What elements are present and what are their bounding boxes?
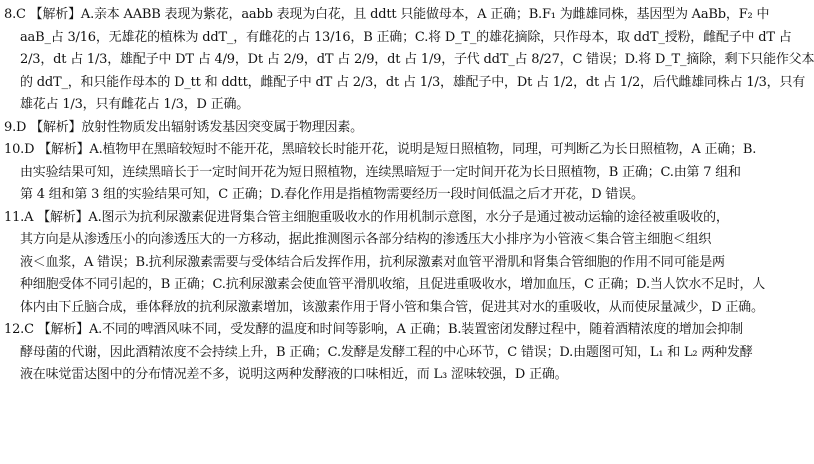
text-line: 雄花占 1/3，只有雌花占 1/3，D 正确。 — [20, 97, 250, 112]
answer-item-12 — [4, 319, 753, 387]
text-line: 的 ddT_，和只能作母本的 D_tt 和 ddtt，雌配子中 dT 占 2/3，dt 占 1/3，雄配子中，Dt 占 1/2，dt 占 1/2，后代雌雄同株占 1/3，只有 — [20, 74, 806, 90]
text-line: 11.A 【解析】A.图示为抗利尿激素促进肾集合管主细胞重吸收水的作用机制示意图，水分子是通过被动运输的途径被重吸收的， — [4, 209, 729, 225]
text-line: 液＜血浆，A 错误；B.抗利尿激素需要与受体结合后发挥作用，抗利尿激素对血管平滑肌和肾集合管细胞的作用不同可能是两 — [20, 254, 725, 270]
text-line: 种细胞受体不同引起的，B 正确；C.抗利尿激素会使血管平滑肌收缩，且促进重吸收水，增加血压，C 正确；D.当人饮水不足时，人 — [20, 277, 766, 292]
text-line: 10.D 【解析】A.植物甲在黑暗较短时不能开花，黑暗较长时能开花，说明是短日照植物，同理，可判断乙为长日照植物，A 正确；B. — [4, 142, 757, 157]
text-line: 第 4 组和第 3 组的实验结果可知，C 正确；D.春化作用是指植物需要经历一段时间低温之后才开花，D 错误。 — [20, 187, 644, 202]
text-line: 9.D 【解析】放射性物质发出辐射诱发基因突变属于物理因素。 — [4, 119, 363, 135]
text-line: 液在味觉雷达图中的分布情况差不多，说明这两种发酵液的口味相近，而 L₃ 涩味较强，D 正确。 — [20, 367, 568, 382]
answer-item-9 — [4, 117, 687, 140]
text-line: 酵母菌的代谢，因此酒精浓度不会持续上升，B 正确；C.发酵是发酵工程的中心环节，C 错误；D.由题图可知，L₁ 和 L₂ 两种发酵 — [20, 344, 753, 360]
answer-item-10 — [4, 139, 757, 207]
text-line: 其方向是从渗透压小的向渗透压大的一方移动，据此推测图示各部分结构的渗透压大小排序为小管液＜集合管主细胞＜组织 — [20, 232, 712, 247]
text-line: 由实验结果可知，连续黑暗长于一定时间开花为短日照植物，连续黑暗短于一定时间开花为长日照植物，B 正确；C.由第 7 组和 — [20, 164, 741, 180]
text-line: 8.C 【解析】A.亲本 AABB 表现为紫花，aabb 表现为白花，且 ddtt 只能做母本，A 正确；B.F₁ 为雌雄同株，基因型为 AaBb，F₂ 中 — [4, 7, 770, 22]
text-line: aaB_占 3/16，无雄花的植株为 ddT_，有雌花的占 13/16，B 正确；C.将 D_T_的雄花摘除，只作母本，取 ddT_授粉，雌配子中 dT 占 — [20, 29, 792, 45]
text-line: 2/3，dt 占 1/3，雄配子中 DT 占 4/9，Dt 占 2/9，dT 占 2/9，dt 占 1/9，子代 ddT_占 8/27，C 错误；D.将 D_T_摘除，剩下只能作父本 — [20, 52, 814, 67]
answer-item-11 — [4, 207, 766, 320]
answer-item-8 — [4, 4, 814, 117]
text-line: 12.C 【解析】A.不同的啤酒风味不同，受发酵的温度和时间等影响，A 正确；B.装置密闭发酵过程中，随着酒精浓度的增加会抑制 — [4, 322, 743, 337]
text-line: 体内由下丘脑合成，垂体释放的抗利尿激素增加，该激素作用于肾小管和集合管，促进其对水的重吸收，从而使尿量减少，D 正确。 — [20, 299, 764, 315]
